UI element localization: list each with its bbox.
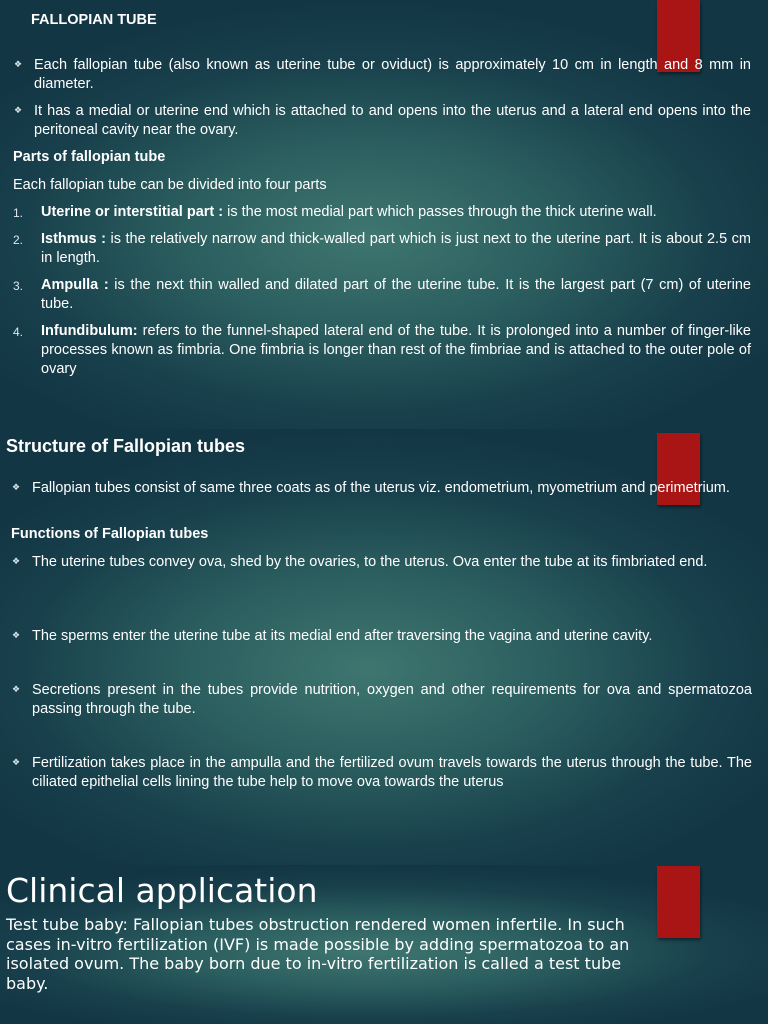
slide-structure-functions	[0, 429, 768, 865]
list-number: 4.	[13, 325, 24, 339]
parts-heading: Parts of fallopian tube	[13, 149, 166, 165]
part-description: refers to the funnel-shaped lateral end of the tube. It is prolonged into a number of finger-like processes known as fimbria. One fimbria is longer than rest of the fimbriae and is attached to the outer pole of ovary	[41, 323, 751, 377]
part-term: Uterine or interstitial part :	[41, 204, 224, 220]
part-term: Isthmus :	[41, 231, 106, 247]
list-number: 3.	[13, 279, 24, 293]
part-term: Infundibulum:	[41, 323, 138, 339]
function-bullet: ❖ Fertilization takes place in the ampulla and the fertilized ovum travels towards the uterus through the tube. The ciliated epithelial cells lining the tube help to move ova towards the uterus	[32, 754, 752, 792]
red-accent-bar	[657, 866, 700, 938]
list-item	[13, 276, 751, 314]
parts-intro: Each fallopian tube can be divided into four parts	[13, 177, 327, 193]
function-bullet: ❖ Secretions present in the tubes provide nutrition, oxygen and other requirements for ova and spermatozoa passing through the tube.	[32, 681, 752, 719]
part-description: is the relatively narrow and thick-walled part which is just next to the uterine part. It is about 2.5 cm in length.	[41, 231, 751, 266]
slide-title: FALLOPIAN TUBE	[31, 12, 157, 28]
slide-fallopian-tube	[0, 0, 768, 429]
part-description: is the most medial part which passes through the thick uterine wall.	[223, 204, 657, 220]
list-number: 2.	[13, 233, 24, 247]
function-bullet: ❖ The sperms enter the uterine tube at its medial end after traversing the vagina and uterine cavity.	[32, 627, 752, 646]
intro-bullet: ❖ Each fallopian tube (also known as uterine tube or oviduct) is approximately 10 cm in length and 8 mm in diameter.	[34, 56, 751, 94]
section-title: Structure of Fallopian tubes	[6, 436, 246, 456]
list-number: 1.	[13, 206, 24, 220]
part-description: is the next thin walled and dilated part of the uterine tube. It is the largest part (7 cm) of uterine tube.	[41, 277, 751, 312]
list-item	[13, 230, 751, 268]
structure-bullet: ❖ Fallopian tubes consist of same three coats as of the uterus viz. endometrium, myometrium and perimetrium.	[32, 479, 752, 498]
list-item	[13, 203, 751, 222]
clinical-text: Test tube baby: Fallopian tubes obstruction rendered women infertile. In such cases in-vitro fertilization (IVF) is made possible by adding spermatozoa to an isolated ovum. The baby born due to in-vitro fertilization is called a test tube baby.	[6, 915, 630, 993]
functions-heading: Functions of Fallopian tubes	[11, 526, 209, 542]
part-term: Ampulla :	[41, 277, 109, 293]
structure-bullet-list	[32, 479, 752, 498]
intro-bullet: ❖ It has a medial or uterine end which is attached to and opens into the uterus and a lateral end opens into the peritoneal cavity near the ovary.	[34, 102, 751, 140]
slide-clinical-application	[0, 865, 768, 1024]
clinical-title: Clinical application	[6, 871, 318, 910]
intro-bullet-list	[34, 56, 751, 140]
function-bullet: ❖ The uterine tubes convey ova, shed by the ovaries, to the uterus. Ova enter the tube at its fimbriated end.	[32, 553, 752, 572]
parts-list	[13, 203, 751, 379]
list-item	[13, 322, 751, 379]
